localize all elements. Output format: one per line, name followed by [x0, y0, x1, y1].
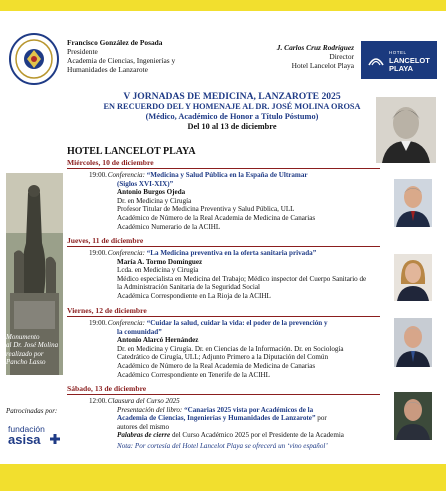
speaker-photo-2 [394, 254, 432, 301]
statue-caption-line2: al Dr. José Molina [6, 341, 59, 350]
book-title: “Canarias 2025 vista por Académicos de la [184, 405, 314, 414]
sponsor-label: Patrocinadas por: [6, 407, 58, 415]
book-title-cont: Academia de Ciencias, Ingenierías y Humanidades de Lanzarote” [117, 414, 316, 423]
asisa-logo-small: fundación [8, 424, 45, 434]
director-role: Director [329, 52, 354, 61]
academy-name-line1: Academia de Ciencias, Ingenierías y [67, 56, 176, 65]
event-friday [89, 319, 387, 379]
speaker-credential: Académico de Número de la Real Academia de Medicina de Canarias [117, 213, 316, 222]
event-title-block [90, 91, 374, 132]
day-heading-2: Jueves, 11 de diciembre [67, 236, 144, 245]
bottom-yellow-bar [0, 464, 446, 491]
president-role: Presidente [67, 47, 98, 56]
speaker-credential: Dr. en Medicina y Cirugía [117, 196, 192, 205]
venue-heading: HOTEL LANCELOT PLAYA [67, 146, 196, 157]
speaker-credential: Profesor Titular de Medicina Preventiva y Salud Pública, ULL [117, 205, 295, 214]
asisa-logo [8, 424, 62, 448]
speaker-portrait-4 [394, 392, 432, 440]
statue-caption-line1: Monumento [6, 333, 40, 341]
day-divider-4 [67, 394, 380, 395]
speaker-name: Antonio Burgos Ojeda [117, 188, 186, 197]
speaker-photo-1 [394, 179, 432, 227]
book-authors: autores del mismo [117, 422, 170, 431]
speaker-name: Antonio Alarcó Hernández [117, 336, 199, 345]
day-divider-3 [67, 316, 380, 317]
director-name: J. Carlos Cruz Rodríguez [276, 43, 354, 52]
asisa-plus-icon [50, 434, 60, 444]
reception-note: Nota: Por cortesía del Hotel Lancelot Playa se ofrecerá un ‘vino español’ [117, 441, 328, 450]
event-kind: Conferencia: [107, 249, 145, 257]
hotel-header [248, 43, 354, 70]
asisa-logo-name: asisa [8, 432, 41, 447]
speaker-credential: Catedrático de Cirugía, ULL; Adjunto Primero a la Diputación del Común [117, 353, 328, 362]
conference-title: “Cuidar la salud, cuidar la vida: el poder de la prevención y [146, 319, 328, 327]
speaker-credential: la Administración Sanitaria de la Seguridad Social [117, 283, 261, 292]
speaker-credential: Académica Correspondiente en La Rioja de la ACIHL [117, 291, 271, 300]
event-dates: Del 10 al 13 de diciembre [187, 122, 277, 131]
event-title: V JORNADAS DE MEDICINA, LANZAROTE 2025 [123, 91, 341, 102]
statue-caption-line3: realizado por [6, 349, 44, 358]
speaker-portrait-2 [394, 254, 432, 301]
book-presentation-label: Presentación del libro: [117, 405, 183, 414]
hotel-logo-line2: PLAYA [389, 64, 414, 73]
day-divider-1 [67, 168, 380, 169]
event-saturday [89, 397, 387, 451]
event-kind: Conferencia: [107, 171, 145, 179]
speaker-credential: Médico especialista en Medicina del Trabajo; Médico inspector del Cuerpo Sanitario de [117, 274, 367, 283]
hotel-name: Hotel Lancelot Playa [291, 61, 354, 70]
event-honoree-note: (Médico, Académico de Honor a Título Póstumo) [145, 112, 319, 121]
statue-caption [6, 333, 62, 367]
hotel-logo-small: HOTEL [389, 50, 407, 55]
event-subtitle: EN RECUERDO DEL Y HOMENAJE AL DR. JOSÉ MOLINA OROSA [103, 102, 361, 111]
speaker-photo-3 [394, 318, 432, 367]
event-time: 19:00. [89, 319, 107, 327]
honoree-portrait [376, 97, 436, 163]
closing-words-text: del Curso Académico 2025 por el Presidente de la Academia [171, 431, 344, 440]
statue-caption-line4: Pancho Lasso [6, 358, 46, 367]
speaker-portrait-3 [394, 318, 432, 367]
book-by: por [317, 414, 327, 423]
event-kind: Clausura del Curso 2025 [107, 397, 180, 405]
day-heading-4: Sábado, 13 de diciembre [67, 384, 147, 393]
top-yellow-bar [0, 0, 446, 11]
speaker-credential: Académico Numerario de la ACIHL [117, 222, 221, 231]
conference-title-cont: la comunidad” [117, 327, 162, 336]
day-heading-3: Viernes, 12 de diciembre [67, 306, 147, 315]
speaker-credential: Lcda. en Medicina y Cirugía [117, 266, 199, 275]
day-heading-1: Miércoles, 10 de diciembre [67, 158, 154, 167]
hotel-emblem-icon [367, 51, 385, 69]
event-time: 12:00. [89, 397, 107, 405]
day-divider-2 [67, 246, 380, 247]
event-time: 19:00. [89, 171, 107, 179]
hotel-logo [361, 41, 437, 79]
hotel-logo-line1: LANCELOT [389, 56, 430, 65]
speaker-credential: Dr. en Medicina y Cirugía. Dr. en Ciencias de la Información. Dr. en Sociología [117, 344, 344, 353]
closing-words-label: Palabras de cierre [117, 431, 171, 440]
academy-name-line2: Humanidades de Lanzarote [67, 65, 148, 74]
speaker-photo-4 [394, 392, 432, 440]
conference-title: “La Medicina preventiva en la oferta sanitaria privada” [146, 249, 317, 257]
president-name: Francisco González de Posada [67, 38, 163, 47]
speaker-credential: Académico Correspondiente en Tenerife de la ACIHL [117, 370, 271, 379]
conference-title: “Medicina y Salud Pública en la España de Ultramar [146, 171, 308, 179]
event-time: 19:00. [89, 249, 107, 257]
speaker-name: María A. Tormo Domínguez [117, 257, 203, 266]
academy-header [67, 38, 175, 74]
event-thursday [89, 249, 387, 301]
honoree-portrait-image [376, 97, 436, 163]
conference-title-cont: (Siglos XVI-XIX)” [117, 179, 174, 188]
event-kind: Conferencia: [107, 319, 145, 327]
speaker-portrait-1 [394, 179, 432, 227]
event-wednesday [89, 171, 387, 231]
speaker-credential: Académico de Número de la Real Academia de Medicina de Canarias [117, 361, 316, 370]
academy-seal-logo [8, 32, 60, 86]
